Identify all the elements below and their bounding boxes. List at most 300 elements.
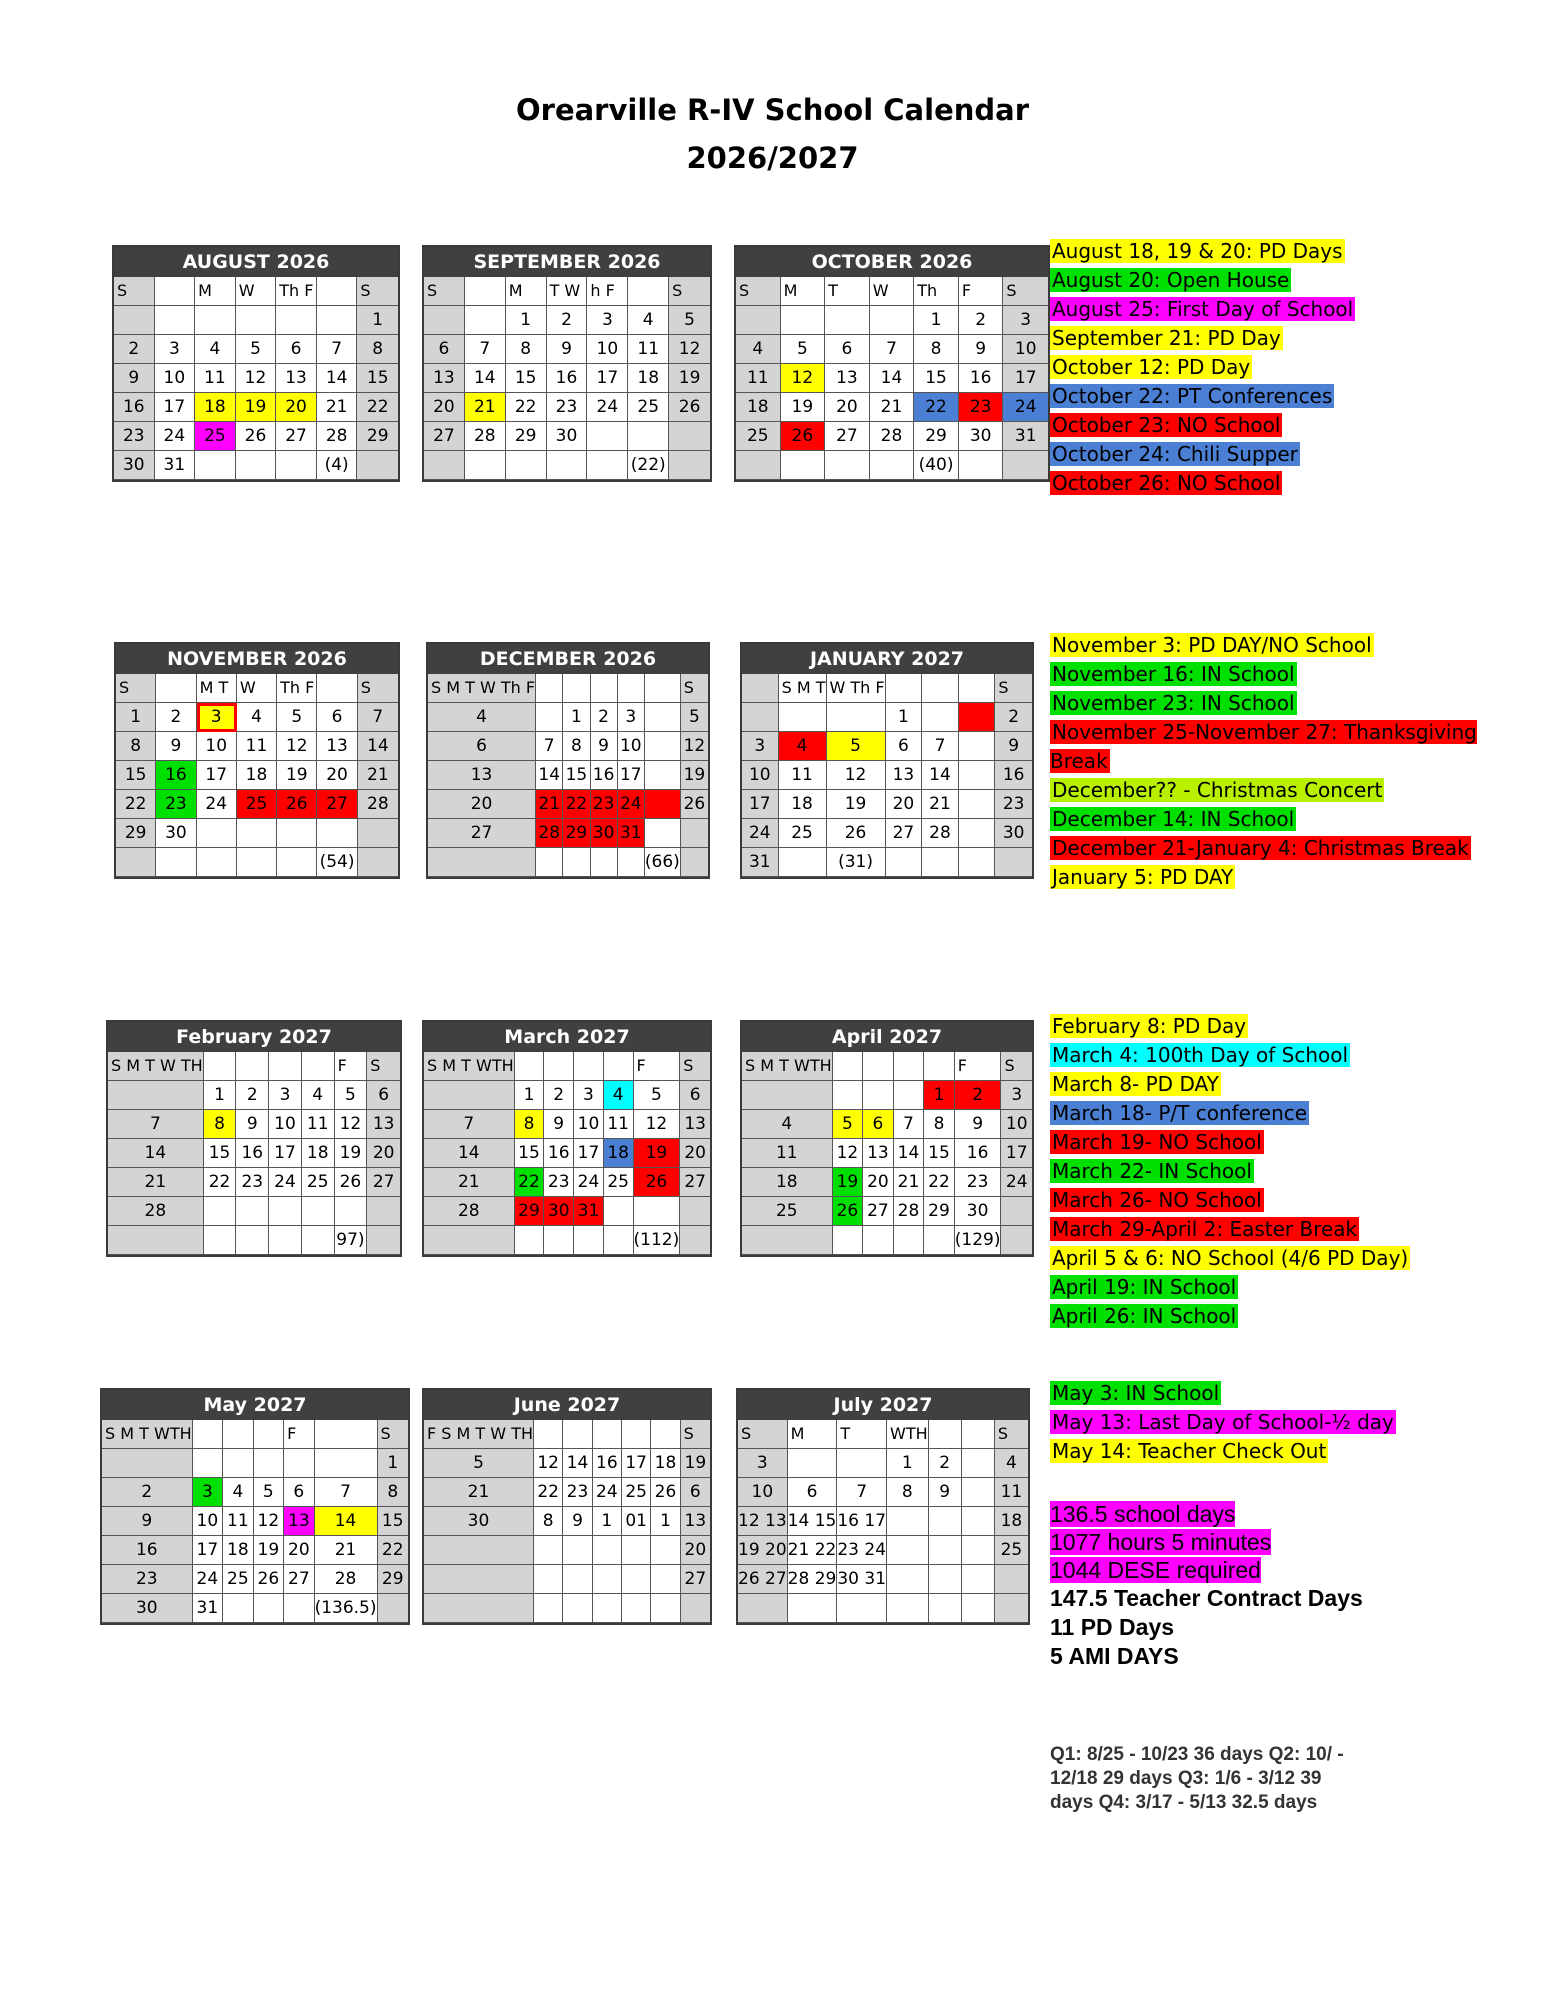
day-cell: 14 <box>894 1139 925 1168</box>
day-cell: 23 <box>563 1478 592 1507</box>
weekday-header: M <box>781 277 826 306</box>
day-cell: 2 <box>547 306 588 335</box>
day-cell <box>317 306 358 335</box>
legend-item <box>1050 1302 1510 1331</box>
day-cell: 25 <box>604 1168 634 1197</box>
day-cell: 11 <box>604 1110 634 1139</box>
weekday-header <box>315 1420 378 1449</box>
day-cell: 30 <box>156 819 196 848</box>
weekday-header: WTH <box>887 1420 929 1449</box>
month-calendar <box>422 245 712 482</box>
day-cell: 21 <box>536 790 563 819</box>
day-cell: 7 <box>536 732 563 761</box>
month-grid <box>424 277 710 480</box>
day-cell <box>827 703 886 732</box>
weekday-header: S <box>114 277 155 306</box>
month-grid <box>114 277 398 480</box>
day-cell: 1 <box>887 1449 929 1478</box>
legend-item <box>1050 1215 1510 1244</box>
day-cell: 15 <box>204 1139 237 1168</box>
day-cell: 15 <box>378 1507 408 1536</box>
day-cell: 20 <box>424 393 465 422</box>
weekday-header: S M T W Th F <box>428 674 536 703</box>
legend-text: August 20: Open House <box>1052 268 1290 292</box>
day-cell: 8 <box>534 1507 563 1536</box>
day-cell: 29 <box>116 819 156 848</box>
legend-item <box>1050 805 1510 834</box>
month-grid <box>738 1420 1028 1623</box>
day-cell: 19 <box>335 1139 368 1168</box>
day-cell <box>995 848 1032 877</box>
day-cell: 20 <box>284 1536 314 1565</box>
day-cell <box>424 1594 534 1623</box>
day-cell <box>315 1449 378 1478</box>
weekday-header: W <box>237 674 277 703</box>
weekday-header: M <box>788 1420 838 1449</box>
day-cell: 26 <box>833 1197 864 1226</box>
legend-text: August 25: First Day of School <box>1052 297 1354 321</box>
day-cell: 13 <box>681 1507 710 1536</box>
day-cell <box>680 1226 710 1255</box>
day-cell: 1 <box>886 703 923 732</box>
day-cell: 8 <box>378 1478 408 1507</box>
day-cell: 25 <box>237 790 277 819</box>
day-cell: 3 <box>738 1449 788 1478</box>
day-cell: 3 <box>587 306 628 335</box>
day-cell: 14 <box>108 1139 204 1168</box>
weekday-header: M <box>195 277 236 306</box>
day-cell: 1 <box>378 1449 408 1478</box>
day-cell <box>108 1081 204 1110</box>
day-cell <box>424 451 465 480</box>
legend-text: April 5 & 6: NO School (4/6 PD Day) <box>1052 1246 1409 1270</box>
day-cell: 21 <box>315 1536 378 1565</box>
day-cell: 17 <box>269 1139 302 1168</box>
day-cell: 29 <box>563 819 590 848</box>
day-cell: 26 <box>651 1478 680 1507</box>
day-cell: 22 <box>515 1168 545 1197</box>
day-cell: 17 <box>574 1139 604 1168</box>
day-cell <box>651 1594 680 1623</box>
day-cell: 16 <box>544 1139 574 1168</box>
day-cell <box>669 422 710 451</box>
day-cell: 9 <box>547 335 588 364</box>
weekday-header: T <box>837 1420 887 1449</box>
month-calendar <box>426 642 710 879</box>
legend-section <box>1050 1012 1510 1331</box>
day-cell: 24 <box>742 819 779 848</box>
day-cell: 3 <box>618 703 645 732</box>
day-cell: 22 <box>378 1536 408 1565</box>
day-cell <box>156 848 196 877</box>
day-cell: 2 <box>544 1081 574 1110</box>
legend-item <box>1050 776 1510 805</box>
day-cell: 17 <box>1001 1139 1032 1168</box>
legend-text: May 3: IN School <box>1052 1381 1220 1405</box>
weekday-header: F <box>955 1052 1002 1081</box>
weekday-header: S M T <box>779 674 827 703</box>
weekday-header: S <box>1001 1052 1032 1081</box>
day-cell <box>534 1594 563 1623</box>
day-cell: 23 <box>995 790 1032 819</box>
day-cell <box>367 1226 400 1255</box>
day-cell: 22 <box>116 790 156 819</box>
day-cell: 22 <box>357 393 398 422</box>
month-grid <box>736 277 1048 480</box>
day-cell: 19 <box>681 761 708 790</box>
day-cell: 27 <box>284 1565 314 1594</box>
weekday-header <box>618 674 645 703</box>
day-cell: (66) <box>645 848 681 877</box>
day-cell <box>277 819 317 848</box>
day-cell <box>1003 451 1048 480</box>
day-cell: (136.5) <box>315 1594 378 1623</box>
day-cell: 23 <box>114 422 155 451</box>
day-cell <box>302 1197 335 1226</box>
month-calendar <box>100 1388 410 1625</box>
day-cell: 26 <box>681 790 708 819</box>
day-cell <box>870 451 915 480</box>
day-cell: 22 <box>924 1168 955 1197</box>
day-cell <box>618 848 645 877</box>
month-calendar <box>740 1020 1034 1257</box>
day-cell <box>680 1197 710 1226</box>
day-cell <box>870 306 915 335</box>
day-cell: 16 <box>955 1139 1002 1168</box>
month-title: June 2027 <box>424 1390 710 1420</box>
day-cell: 13 <box>680 1110 710 1139</box>
day-cell: 14 <box>870 364 915 393</box>
day-cell: 9 <box>563 1507 592 1536</box>
day-cell <box>536 848 563 877</box>
weekday-header <box>929 1420 962 1449</box>
day-cell: 12 <box>781 364 826 393</box>
day-cell <box>223 1449 253 1478</box>
day-cell: (40) <box>914 451 959 480</box>
day-cell <box>681 848 708 877</box>
day-cell: 31 <box>742 848 779 877</box>
weekday-header: M T <box>197 674 237 703</box>
day-cell <box>506 451 547 480</box>
month-title: AUGUST 2026 <box>114 247 398 277</box>
day-cell: (129) <box>955 1226 1002 1255</box>
legend-item <box>1050 718 1510 776</box>
legend-item <box>1050 1273 1510 1302</box>
day-cell: 28 <box>870 422 915 451</box>
weekday-header <box>604 1052 634 1081</box>
weekday-header: S M T WTH <box>424 1052 515 1081</box>
day-cell: 4 <box>223 1478 253 1507</box>
day-cell: 9 <box>995 732 1032 761</box>
day-cell <box>358 848 398 877</box>
weekday-header: F <box>335 1052 368 1081</box>
day-cell: 6 <box>317 703 357 732</box>
day-cell: 19 <box>833 1168 864 1197</box>
day-cell: 2 <box>102 1478 193 1507</box>
weekday-header: W <box>870 277 915 306</box>
day-cell <box>962 1478 995 1507</box>
day-cell: 21 <box>922 790 959 819</box>
day-cell <box>959 703 996 732</box>
day-cell <box>108 1226 204 1255</box>
legend-text: December 21-January 4: Christmas Break <box>1052 836 1469 860</box>
day-cell: 4 <box>995 1449 1028 1478</box>
day-cell <box>563 1565 592 1594</box>
day-cell: 24 <box>193 1565 223 1594</box>
day-cell: 28 <box>922 819 959 848</box>
day-cell: 15 <box>357 364 398 393</box>
day-cell: 26 <box>634 1168 681 1197</box>
day-cell: 18 <box>223 1536 253 1565</box>
day-cell: 16 <box>236 1139 269 1168</box>
day-cell: 25 <box>223 1565 253 1594</box>
day-cell: 26 <box>236 422 277 451</box>
day-cell <box>825 451 870 480</box>
weekday-header <box>544 1052 574 1081</box>
day-cell <box>736 451 781 480</box>
legend-item <box>1050 295 1510 324</box>
day-cell: 6 <box>788 1478 838 1507</box>
day-cell: 10 <box>574 1110 604 1139</box>
day-cell: 12 <box>827 761 886 790</box>
day-cell: 19 <box>827 790 886 819</box>
day-cell: 19 <box>681 1449 710 1478</box>
day-cell: 11 <box>195 364 236 393</box>
day-cell: 2 <box>995 703 1032 732</box>
weekday-header <box>155 277 196 306</box>
day-cell: 12 <box>335 1110 368 1139</box>
day-cell: 11 <box>237 732 277 761</box>
day-cell <box>357 451 398 480</box>
legend-item <box>1050 1244 1510 1273</box>
day-cell <box>236 306 277 335</box>
legend-item <box>1050 440 1510 469</box>
weekday-header <box>622 1420 651 1449</box>
day-cell <box>833 1081 864 1110</box>
day-cell: 8 <box>515 1110 545 1139</box>
day-cell: 18 <box>736 393 781 422</box>
day-cell <box>962 1594 995 1623</box>
day-cell: 20 <box>681 1536 710 1565</box>
day-cell <box>424 1081 515 1110</box>
day-cell: 9 <box>544 1110 574 1139</box>
day-cell: 27 <box>680 1168 710 1197</box>
day-cell <box>669 451 710 480</box>
day-cell: 27 <box>681 1565 710 1594</box>
day-cell <box>1001 1226 1032 1255</box>
legend-text: March 8- PD DAY <box>1052 1072 1219 1096</box>
day-cell: 8 <box>887 1478 929 1507</box>
day-cell: 13 <box>428 761 536 790</box>
day-cell: 28 29 <box>788 1565 838 1594</box>
day-cell: 28 <box>358 790 398 819</box>
contract-days: 147.5 Teacher Contract Days <box>1050 1585 1363 1611</box>
day-cell: 28 <box>315 1565 378 1594</box>
weekday-header: M <box>506 277 547 306</box>
day-cell: 31 <box>155 451 196 480</box>
day-cell <box>465 451 506 480</box>
day-cell: 22 <box>534 1478 563 1507</box>
day-cell: 18 <box>995 1507 1028 1536</box>
legend-item <box>1050 1408 1510 1437</box>
day-cell: 14 15 <box>788 1507 838 1536</box>
month-grid <box>102 1420 408 1623</box>
day-cell: 21 <box>424 1168 515 1197</box>
legend-text: November 16: IN School <box>1052 662 1295 686</box>
day-cell <box>634 1197 681 1226</box>
legend-item <box>1050 469 1510 498</box>
day-cell: 12 13 <box>738 1507 788 1536</box>
day-cell: 8 <box>924 1110 955 1139</box>
weekday-header <box>236 1052 269 1081</box>
day-cell: 29 <box>515 1197 545 1226</box>
day-cell: 5 <box>424 1449 534 1478</box>
weekday-header <box>959 674 996 703</box>
day-cell: 23 <box>959 393 1004 422</box>
day-cell <box>894 1081 925 1110</box>
day-cell <box>959 732 996 761</box>
day-cell: 13 <box>886 761 923 790</box>
weekday-header <box>628 277 669 306</box>
day-cell: 13 <box>276 364 317 393</box>
day-cell: 19 <box>781 393 826 422</box>
day-cell <box>204 1197 237 1226</box>
day-cell <box>736 306 781 335</box>
day-cell: 26 <box>781 422 826 451</box>
day-cell: 16 <box>547 364 588 393</box>
day-cell: 13 <box>863 1139 894 1168</box>
weekday-header <box>742 674 779 703</box>
day-cell: 27 <box>825 422 870 451</box>
weekday-header <box>574 1052 604 1081</box>
day-cell: (54) <box>317 848 357 877</box>
day-cell <box>681 819 708 848</box>
day-cell <box>155 306 196 335</box>
weekday-header: W <box>236 277 277 306</box>
day-cell: 11 <box>736 364 781 393</box>
day-cell: 15 <box>515 1139 545 1168</box>
day-cell: 18 <box>628 364 669 393</box>
month-title: DECEMBER 2026 <box>428 644 708 674</box>
month-calendar <box>112 245 400 482</box>
weekday-header: h F <box>587 277 628 306</box>
weekday-header <box>962 1420 995 1449</box>
day-cell <box>922 703 959 732</box>
month-grid <box>424 1052 710 1255</box>
day-cell: 5 <box>681 703 708 732</box>
day-cell <box>424 1226 515 1255</box>
day-cell: 14 <box>317 364 358 393</box>
day-cell <box>651 1536 680 1565</box>
day-cell: 6 <box>367 1081 400 1110</box>
weekday-header: S <box>378 1420 408 1449</box>
day-cell: (112) <box>634 1226 681 1255</box>
day-cell: 22 <box>563 790 590 819</box>
day-cell: 27 <box>886 819 923 848</box>
day-cell: 30 <box>591 819 618 848</box>
legend-section <box>1050 631 1510 892</box>
day-cell: 1 <box>515 1081 545 1110</box>
weekday-header: S <box>669 277 710 306</box>
day-cell <box>587 422 628 451</box>
weekday-header <box>894 1052 925 1081</box>
day-cell: 21 <box>358 761 398 790</box>
weekday-header <box>193 1420 223 1449</box>
legend-text: April 19: IN School <box>1052 1275 1237 1299</box>
day-cell: 3 <box>155 335 196 364</box>
weekday-header: S <box>358 674 398 703</box>
day-cell: 4 <box>302 1081 335 1110</box>
day-cell: 7 <box>894 1110 925 1139</box>
day-cell <box>837 1449 887 1478</box>
day-cell: 9 <box>102 1507 193 1536</box>
weekday-header <box>515 1052 545 1081</box>
legend-text: October 12: PD Day <box>1052 355 1251 379</box>
day-cell: 23 <box>102 1565 193 1594</box>
legend-text: December 14: IN School <box>1052 807 1295 831</box>
day-cell: 13 <box>317 732 357 761</box>
day-cell: 12 <box>833 1139 864 1168</box>
day-cell: 2 <box>114 335 155 364</box>
day-cell: 4 <box>237 703 277 732</box>
day-cell: 20 <box>886 790 923 819</box>
day-cell <box>645 732 681 761</box>
day-cell: 14 <box>315 1507 378 1536</box>
stats-block <box>1050 1500 1510 1671</box>
weekday-header: S <box>357 277 398 306</box>
day-cell <box>825 306 870 335</box>
day-cell <box>788 1594 838 1623</box>
month-title: February 2027 <box>108 1022 400 1052</box>
legend-text: April 26: IN School <box>1052 1304 1237 1328</box>
day-cell: 2 <box>955 1081 1002 1110</box>
day-cell <box>995 1594 1028 1623</box>
day-cell <box>645 790 681 819</box>
day-cell <box>428 848 536 877</box>
day-cell <box>779 848 827 877</box>
day-cell: 23 <box>591 790 618 819</box>
day-cell: 10 <box>618 732 645 761</box>
day-cell <box>465 306 506 335</box>
day-cell: 16 <box>591 761 618 790</box>
day-cell <box>317 819 357 848</box>
day-cell: 17 <box>193 1536 223 1565</box>
day-cell <box>591 848 618 877</box>
day-cell: 1 <box>563 703 590 732</box>
day-cell <box>681 1594 710 1623</box>
day-cell: 24 <box>587 393 628 422</box>
day-cell: 6 <box>276 335 317 364</box>
day-cell: 19 20 <box>738 1536 788 1565</box>
month-title: JANUARY 2027 <box>742 644 1032 674</box>
day-cell: 12 <box>254 1507 284 1536</box>
weekday-header <box>536 674 563 703</box>
day-cell: 25 <box>195 422 236 451</box>
day-cell: 1 <box>204 1081 237 1110</box>
day-cell: 26 27 <box>738 1565 788 1594</box>
day-cell <box>604 1226 634 1255</box>
day-cell: 22 <box>506 393 547 422</box>
day-cell: 18 <box>604 1139 634 1168</box>
day-cell: 22 <box>204 1168 237 1197</box>
month-title: NOVEMBER 2026 <box>116 644 398 674</box>
day-cell <box>302 1226 335 1255</box>
day-cell: 11 <box>223 1507 253 1536</box>
legend-item <box>1050 1041 1510 1070</box>
day-cell <box>593 1594 622 1623</box>
day-cell: 28 <box>108 1197 204 1226</box>
day-cell: 26 <box>335 1168 368 1197</box>
